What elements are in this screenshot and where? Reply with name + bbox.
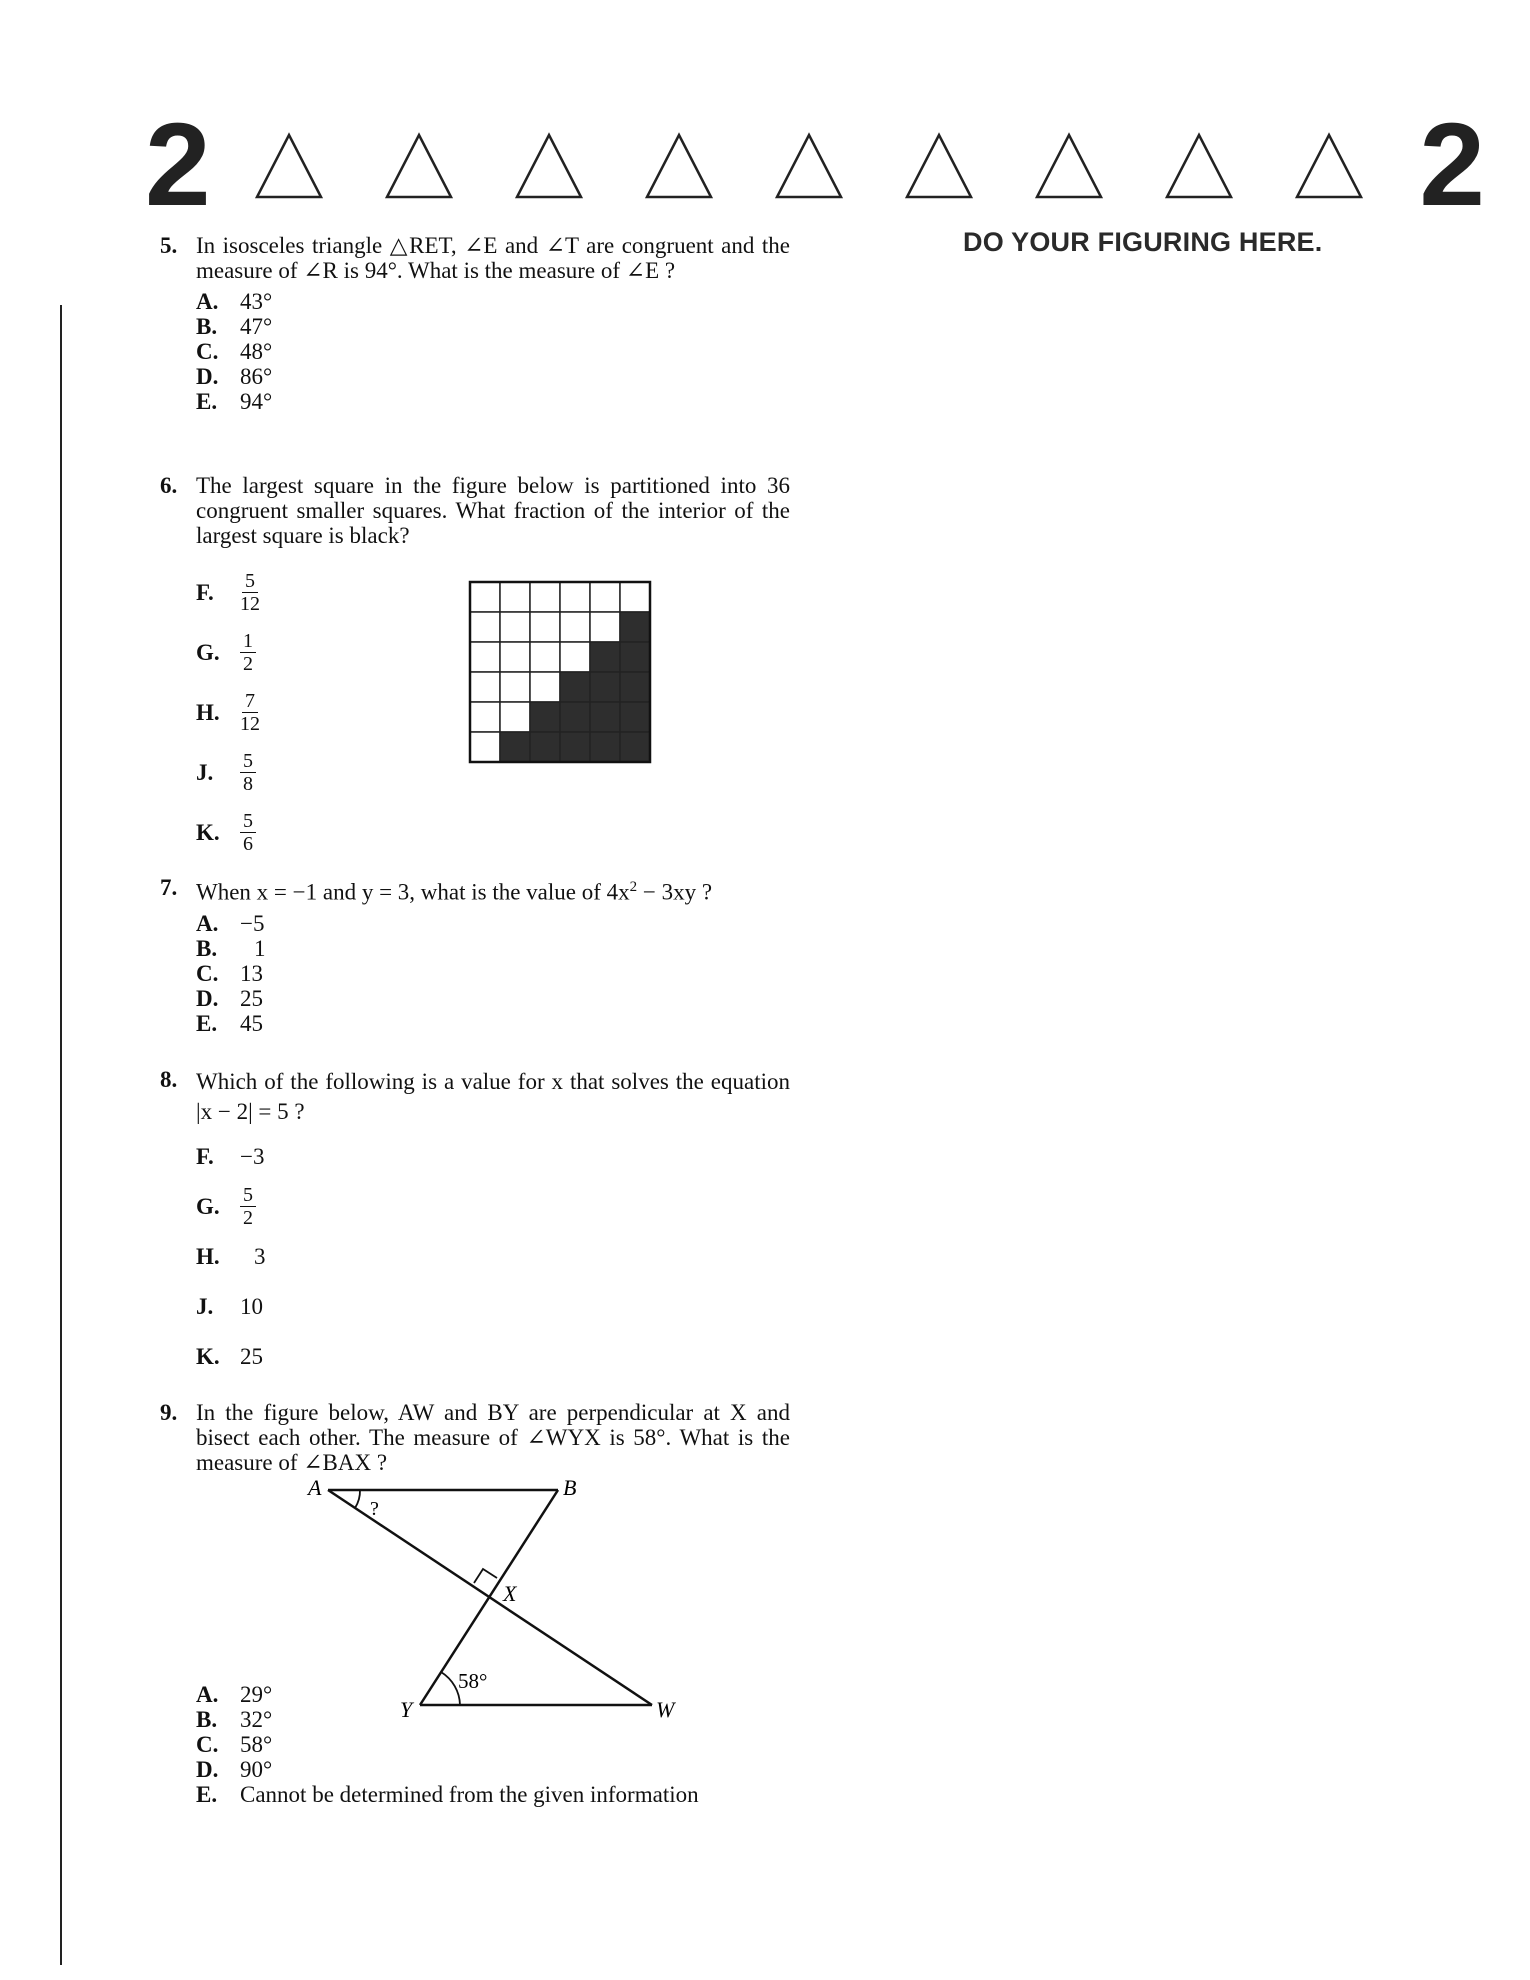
choice-letter: K. (196, 1343, 220, 1369)
grid-cell-black (530, 702, 560, 732)
answer-choice[interactable] (196, 936, 790, 961)
question-stem: In isosceles triangle △RET, ∠E and ∠T are congruent and the measure of ∠R is 94°. What is the measure of ∠E ? (196, 233, 790, 283)
choice-text: −3 (240, 1143, 265, 1169)
grid-cell-white (590, 582, 620, 612)
grid-cell-black (590, 642, 620, 672)
choice-text: 86° (240, 364, 273, 389)
question-stem: In the figure below, AW and BY are perpendicular at X and bisect each other. The measure of ∠WYX is 58°. What is the measure of ∠BAX ? (196, 1400, 790, 1475)
grid-cell-black (560, 732, 590, 762)
choice-text: 48° (240, 339, 273, 364)
answer-choices (196, 289, 790, 414)
fraction: $\frac{5}{8}$ (240, 750, 256, 795)
question-8 (160, 1067, 790, 1381)
choice-letter: D. (196, 985, 219, 1011)
choice-text: −5 (240, 910, 265, 936)
grid-cell-white (500, 672, 530, 702)
figuring-label: DO YOUR FIGURING HERE. (963, 227, 1323, 257)
choice-text: 29° (240, 1682, 273, 1707)
question-number: 9. (160, 1400, 178, 1425)
answer-choice[interactable] (196, 961, 790, 986)
question-7 (160, 875, 790, 1036)
answer-choice[interactable] (196, 1231, 790, 1281)
grid-cell-black (560, 702, 590, 732)
choice-text: 3 (254, 1243, 266, 1269)
choice-letter: D. (196, 364, 219, 389)
grid-cell-black (620, 702, 650, 732)
grid-cell-white (530, 642, 560, 672)
answer-choice[interactable] (196, 802, 790, 862)
grid-cell-black (620, 612, 650, 642)
answer-choice[interactable] (196, 1181, 790, 1231)
choice-letter: A. (196, 289, 219, 314)
grid-cell-white (620, 582, 650, 612)
label-y: Y (400, 1697, 413, 1720)
label-angle-58: 58° (458, 1669, 488, 1693)
answer-choice[interactable] (196, 364, 790, 389)
answer-choice[interactable] (196, 389, 790, 414)
answer-choice[interactable] (196, 1782, 790, 1807)
choice-letter: H. (196, 699, 220, 725)
fraction: $\frac{1}{2}$ (240, 630, 256, 675)
choice-text: 25 (240, 985, 263, 1011)
triangle-row (255, 132, 1363, 200)
angle-arc-a (355, 1490, 360, 1508)
grid-cell-white (530, 612, 560, 642)
label-w: W (656, 1697, 675, 1720)
choice-letter: F. (196, 1143, 214, 1169)
answer-choice[interactable] (196, 1281, 790, 1331)
choice-text: 32° (240, 1707, 273, 1732)
grid-cell-black (590, 702, 620, 732)
question-number: 8. (160, 1067, 178, 1092)
answer-choice[interactable] (196, 1011, 790, 1036)
triangle-icon (385, 132, 453, 200)
choice-letter: C. (196, 339, 219, 364)
label-b: B (563, 1475, 577, 1500)
question-stem: Which of the following is a value for x that solves the equation |x − 2| = 5 ? (196, 1069, 790, 1124)
choice-text: 58° (240, 1732, 273, 1757)
fraction: $\frac{7}{12}$ (240, 689, 260, 735)
grid-cell-white (590, 612, 620, 642)
choice-letter: B. (196, 1707, 218, 1732)
answer-choices (196, 1131, 790, 1381)
grid-cell-black (560, 672, 590, 702)
triangle-icon (1295, 132, 1363, 200)
grid-cell-black (620, 672, 650, 702)
grid-cell-white (560, 642, 590, 672)
choice-letter: E. (196, 1782, 218, 1807)
choice-letter: K. (196, 819, 220, 845)
question-stem: When x = −1 and y = 3, what is the value of $4x^2 - 3xy$ ? (196, 879, 713, 905)
grid-cell-white (500, 702, 530, 732)
question-5 (160, 233, 790, 414)
grid-cell-black (620, 642, 650, 672)
question-number: 5. (160, 233, 178, 258)
choice-text: 47° (240, 314, 273, 339)
answer-choice[interactable] (196, 314, 790, 339)
grid-cell-white (470, 642, 500, 672)
choice-letter: J. (196, 1293, 214, 1319)
grid-cell-white (470, 582, 500, 612)
triangle-icon (1035, 132, 1103, 200)
choice-letter: F. (196, 579, 214, 605)
grid-cell-white (560, 582, 590, 612)
grid-cell-black (590, 732, 620, 762)
fraction: $\frac{5}{6}$ (240, 810, 256, 855)
choice-text: 10 (240, 1293, 263, 1319)
section-number-right: 2 (1419, 99, 1485, 231)
grid-cell-white (500, 582, 530, 612)
triangle-icon (515, 132, 583, 200)
label-a: A (308, 1475, 322, 1500)
section-number-left: 2 (145, 99, 211, 231)
margin-rule (60, 305, 62, 1965)
triangle-icon (255, 132, 323, 200)
answer-choice[interactable] (196, 1757, 790, 1782)
choice-letter: E. (196, 1010, 218, 1036)
answer-choice[interactable] (196, 911, 790, 936)
choice-letter: E. (196, 389, 218, 414)
choice-letter: A. (196, 1682, 219, 1707)
choice-text: 45 (240, 1010, 263, 1036)
answer-choice[interactable] (196, 339, 790, 364)
question-number: 6. (160, 473, 178, 498)
choice-letter: J. (196, 759, 214, 785)
choice-text: 43° (240, 289, 273, 314)
grid-cell-white (560, 612, 590, 642)
grid-cell-white (470, 672, 500, 702)
grid-cell-white (470, 732, 500, 762)
grid-cell-black (500, 732, 530, 762)
answer-choice[interactable] (196, 1131, 790, 1181)
grid-cell-black (620, 732, 650, 762)
choice-letter: A. (196, 910, 219, 936)
label-x: X (503, 1581, 517, 1606)
choice-letter: G. (196, 1193, 220, 1219)
grid-cell-white (500, 642, 530, 672)
grid-cell-white (530, 672, 560, 702)
triangle-icon (905, 132, 973, 200)
fraction: $\frac{5}{12}$ (240, 569, 260, 615)
triangle-icon (645, 132, 713, 200)
grid-cell-white (470, 612, 500, 642)
section-header (145, 99, 1485, 231)
choice-letter: H. (196, 1243, 220, 1269)
choice-text: 25 (240, 1343, 263, 1369)
question-stem: The largest square in the figure below is partitioned into 36 congruent smaller squares. What fraction of the interior of the largest square is black? (196, 473, 790, 548)
answer-choice[interactable] (196, 1331, 790, 1381)
choice-text: 1 (254, 935, 266, 961)
choice-text: Cannot be determined from the given information (240, 1782, 699, 1807)
choice-text: 94° (240, 389, 273, 414)
grid-cell-black (530, 732, 560, 762)
right-angle-marker (474, 1569, 497, 1583)
answer-choice[interactable] (196, 1732, 790, 1757)
answer-choice[interactable] (196, 289, 790, 314)
grid-cell-white (500, 612, 530, 642)
grid-cell-black (590, 672, 620, 702)
choice-letter: C. (196, 1732, 219, 1757)
choice-letter: D. (196, 1757, 219, 1782)
triangle-icon (775, 132, 843, 200)
choice-letter: C. (196, 960, 219, 986)
question-number: 7. (160, 875, 178, 900)
fraction: $\frac{5}{2}$ (240, 1184, 256, 1229)
grid-cell-white (530, 582, 560, 612)
choice-letter: G. (196, 639, 220, 665)
answer-choice[interactable] (196, 986, 790, 1011)
label-unknown-angle: ? (370, 1498, 379, 1520)
triangle-icon (1165, 132, 1233, 200)
partitioned-square-figure (468, 580, 652, 764)
choice-text: 13 (240, 960, 263, 986)
answer-choices (196, 911, 790, 1036)
intersecting-segments-figure (300, 1475, 700, 1720)
choice-letter: B. (196, 935, 218, 961)
grid-cell-white (470, 702, 500, 732)
choice-text: 90° (240, 1757, 273, 1782)
choice-letter: B. (196, 314, 218, 339)
